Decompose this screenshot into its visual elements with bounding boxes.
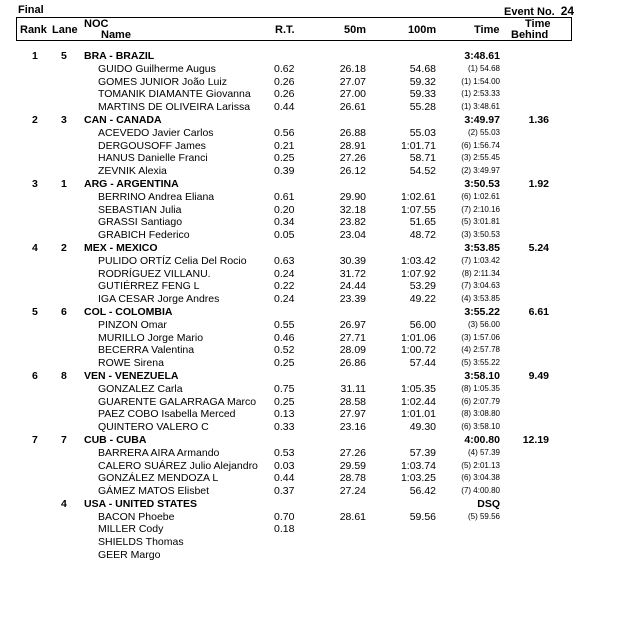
swimmer-row xyxy=(0,229,619,242)
swimmer-reaction-time: 0.53 xyxy=(274,446,295,459)
swimmer-name: BECERRA Valentina xyxy=(98,344,195,357)
swimmer-50m: 26.88 xyxy=(339,126,366,139)
swimmer-name: GRASSI Santiago xyxy=(98,216,183,229)
team-time: 3:48.61 xyxy=(464,50,500,62)
swimmer-row xyxy=(0,293,619,306)
swimmer-name: IGA CESAR Jorge Andres xyxy=(98,293,220,306)
col-50m: 50m xyxy=(344,24,367,36)
swimmer-cumulative-split: (7) 4:00.80 xyxy=(461,486,500,496)
swimmer-name: GONZÁLEZ MENDOZA L xyxy=(98,472,219,485)
team-time: DSQ xyxy=(477,497,500,510)
col-rank: Rank xyxy=(20,24,47,36)
swimmer-100m: 53.29 xyxy=(409,280,436,293)
swimmer-name: GUTIÉRREZ FENG L xyxy=(98,280,200,293)
team-time: 3:50.53 xyxy=(464,177,500,190)
swimmer-name: GUARENTE GALARRAGA Marco xyxy=(98,395,257,408)
swimmer-50m: 23.04 xyxy=(339,229,366,242)
swimmer-name: MARTINS DE OLIVEIRA Larissa xyxy=(98,101,251,114)
swimmer-name: ROWE Sirena xyxy=(98,357,164,370)
team-time-behind: 5.24 xyxy=(528,241,549,254)
swimmer-100m: 1:01.06 xyxy=(400,331,436,344)
swimmer-cumulative-split: (6) 1:02.61 xyxy=(461,191,500,201)
swimmer-cumulative-split: (6) 1:56.74 xyxy=(461,140,500,150)
swimmer-reaction-time: 0.62 xyxy=(274,62,295,75)
swimmer-100m: 1:01.01 xyxy=(400,408,436,421)
swimmer-reaction-time: 0.25 xyxy=(274,395,295,408)
swimmer-cumulative-split: (6) 3:04.38 xyxy=(461,473,500,483)
team-lane: 8 xyxy=(61,369,67,382)
swimmer-cumulative-split: (8) 1:05.35 xyxy=(461,383,500,393)
swimmer-reaction-time: 0.03 xyxy=(274,459,295,472)
team-row xyxy=(0,498,619,511)
swimmer-100m: 56.42 xyxy=(409,485,436,498)
swimmer-50m: 23.39 xyxy=(339,293,366,306)
swimmer-reaction-time: 0.39 xyxy=(274,165,295,178)
col-lane: Lane xyxy=(52,24,78,36)
swimmer-reaction-time: 0.55 xyxy=(274,318,295,331)
swimmer-reaction-time: 0.34 xyxy=(274,216,295,229)
swimmer-reaction-time: 0.56 xyxy=(274,126,295,139)
swimmer-reaction-time: 0.44 xyxy=(274,101,295,114)
swimmer-reaction-time: 0.20 xyxy=(274,203,295,216)
column-header xyxy=(16,17,572,41)
swimmer-50m: 28.09 xyxy=(339,344,366,357)
swimmer-reaction-time: 0.22 xyxy=(274,280,295,293)
swimmer-row xyxy=(0,421,619,434)
swimmer-reaction-time: 0.75 xyxy=(274,382,295,395)
swimmer-cumulative-split: (3) 3:50.53 xyxy=(461,230,500,240)
swimmer-reaction-time: 0.46 xyxy=(274,331,295,344)
team-rank: 1 xyxy=(32,50,38,62)
swimmer-50m: 27.71 xyxy=(339,331,366,344)
swimmer-cumulative-split: (6) 2:07.79 xyxy=(461,396,500,406)
swimmer-row xyxy=(0,523,619,536)
col-name: Name xyxy=(101,29,131,41)
swimmer-reaction-time: 0.18 xyxy=(274,523,295,536)
swimmer-name: PINZON Omar xyxy=(98,318,167,331)
swimmer-reaction-time: 0.24 xyxy=(274,293,295,306)
swimmer-row xyxy=(0,408,619,421)
team-rank: 5 xyxy=(32,305,38,318)
swimmer-reaction-time: 0.44 xyxy=(274,472,295,485)
team-row xyxy=(0,306,619,319)
swimmer-reaction-time: 0.26 xyxy=(274,88,295,101)
swimmer-50m: 27.07 xyxy=(339,75,366,88)
team-time: 3:53.85 xyxy=(464,241,500,254)
swimmer-name: PAEZ COBO Isabella Merced xyxy=(98,408,236,421)
event-label: Event No. xyxy=(504,6,555,18)
swimmer-row xyxy=(0,549,619,562)
col-time: Time xyxy=(474,24,500,36)
swimmer-reaction-time: 0.05 xyxy=(274,229,295,242)
swimmer-name: BERRINO Andrea Eliana xyxy=(98,190,215,203)
team-rank: 4 xyxy=(32,241,38,254)
team-lane: 2 xyxy=(61,241,67,254)
team-lane: 7 xyxy=(61,433,67,446)
swimmer-row xyxy=(0,63,619,76)
team-lane: 4 xyxy=(61,497,67,510)
swimmer-100m: 56.00 xyxy=(409,318,436,331)
team-noc: VEN - VENEZUELA xyxy=(84,369,179,382)
swimmer-reaction-time: 0.63 xyxy=(274,254,295,267)
swimmer-name: GEER Margo xyxy=(98,549,161,562)
swimmer-50m: 28.61 xyxy=(339,510,366,523)
swimmer-cumulative-split: (5) 3:01.81 xyxy=(461,217,500,227)
swimmer-name: MILLER Cody xyxy=(98,523,164,536)
swimmer-row xyxy=(0,536,619,549)
swimmer-row xyxy=(0,204,619,217)
team-noc: BRA - BRAZIL xyxy=(84,50,155,62)
team-noc: ARG - ARGENTINA xyxy=(84,177,179,190)
swimmer-reaction-time: 0.33 xyxy=(274,421,295,434)
swimmer-50m: 28.58 xyxy=(339,395,366,408)
swimmer-row xyxy=(0,383,619,396)
team-lane: 5 xyxy=(61,50,67,62)
team-row xyxy=(0,434,619,447)
swimmer-name: CALERO SUÁREZ Julio Alejandro xyxy=(98,459,258,472)
swimmer-100m: 51.65 xyxy=(409,216,436,229)
swimmer-100m: 1:03.42 xyxy=(400,254,436,267)
swimmer-name: GÁMEZ MATOS Elisbet xyxy=(98,485,210,498)
team-time-behind: 1.92 xyxy=(528,177,549,190)
swimmer-row xyxy=(0,191,619,204)
swimmer-cumulative-split: (1) 54.68 xyxy=(467,63,500,73)
swimmer-name: MURILLO Jorge Mario xyxy=(98,331,204,344)
swimmer-100m: 55.28 xyxy=(409,101,436,114)
team-time: 3:58.10 xyxy=(464,369,500,382)
swimmer-name: HANUS Danielle Franci xyxy=(98,152,208,165)
swimmer-cumulative-split: (3) 56.00 xyxy=(467,319,500,329)
team-noc: USA - UNITED STATES xyxy=(84,497,197,510)
swimmer-50m: 26.86 xyxy=(339,357,366,370)
swimmer-name: ACEVEDO Javier Carlos xyxy=(98,126,214,139)
swimmer-cumulative-split: (2) 3:49.97 xyxy=(461,166,500,176)
swimmer-row xyxy=(0,472,619,485)
stage-title: Final xyxy=(18,4,44,16)
team-row xyxy=(0,50,619,63)
swimmer-row xyxy=(0,88,619,101)
swimmer-row xyxy=(0,165,619,178)
swimmer-name: SEBASTIAN Julia xyxy=(98,203,182,216)
swimmer-cumulative-split: (4) 2:57.78 xyxy=(461,345,500,355)
swimmer-100m: 58.71 xyxy=(409,152,436,165)
swimmer-50m: 28.91 xyxy=(339,139,366,152)
team-time-behind: 12.19 xyxy=(522,433,549,446)
team-lane: 6 xyxy=(61,305,67,318)
team-rank: 3 xyxy=(32,177,38,190)
swimmer-cumulative-split: (5) 2:01.13 xyxy=(461,460,500,470)
swimmer-row xyxy=(0,396,619,409)
team-row xyxy=(0,370,619,383)
swimmer-50m: 29.90 xyxy=(339,190,366,203)
swimmer-50m: 27.26 xyxy=(339,152,366,165)
swimmer-100m: 57.44 xyxy=(409,357,436,370)
swimmer-name: GONZALEZ Carla xyxy=(98,382,183,395)
swimmer-cumulative-split: (7) 2:10.16 xyxy=(461,204,500,214)
swimmer-cumulative-split: (4) 57.39 xyxy=(467,447,500,457)
team-time-behind: 1.36 xyxy=(528,113,549,126)
swimmer-reaction-time: 0.25 xyxy=(274,152,295,165)
team-noc: COL - COLOMBIA xyxy=(84,305,173,318)
swimmer-cumulative-split: (1) 2:53.33 xyxy=(461,89,500,99)
swimmer-100m: 1:01.71 xyxy=(400,139,436,152)
swimmer-name: SHIELDS Thomas xyxy=(98,536,184,549)
swimmer-cumulative-split: (8) 3:08.80 xyxy=(461,409,500,419)
swimmer-100m: 55.03 xyxy=(409,126,436,139)
swimmer-cumulative-split: (5) 59.56 xyxy=(467,511,500,521)
swimmer-50m: 31.11 xyxy=(340,382,366,395)
swimmer-50m: 30.39 xyxy=(339,254,366,267)
swimmer-50m: 28.78 xyxy=(339,472,366,485)
team-row xyxy=(0,114,619,127)
team-rank: 6 xyxy=(32,369,38,382)
swimmer-name: GUIDO Guilherme Augus xyxy=(98,62,216,75)
swimmer-reaction-time: 0.13 xyxy=(274,408,295,421)
swimmer-100m: 54.68 xyxy=(409,62,436,75)
swimmer-100m: 1:02.61 xyxy=(400,190,436,203)
swimmer-reaction-time: 0.24 xyxy=(274,267,295,280)
swimmer-row xyxy=(0,344,619,357)
swimmer-cumulative-split: (1) 3:48.61 xyxy=(461,102,500,112)
col-time-behind-2: Behind xyxy=(511,29,549,41)
swimmer-name: BARRERA AIRA Armando xyxy=(98,446,220,459)
swimmer-50m: 24.44 xyxy=(339,280,366,293)
swimmer-row xyxy=(0,255,619,268)
swimmer-100m: 59.56 xyxy=(409,510,436,523)
swimmer-row xyxy=(0,460,619,473)
swimmer-50m: 29.59 xyxy=(339,459,366,472)
swimmer-row xyxy=(0,216,619,229)
swimmer-50m: 23.82 xyxy=(339,216,366,229)
swimmer-50m: 26.18 xyxy=(339,62,366,75)
swimmer-reaction-time: 0.61 xyxy=(274,190,295,203)
swimmer-cumulative-split: (7) 3:04.63 xyxy=(461,281,500,291)
swimmer-50m: 26.97 xyxy=(339,318,366,331)
col-noc: NOC xyxy=(84,18,109,30)
swimmer-50m: 26.12 xyxy=(339,165,366,178)
swimmer-row xyxy=(0,357,619,370)
swimmer-reaction-time: 0.70 xyxy=(274,510,295,523)
swimmer-reaction-time: 0.26 xyxy=(274,75,295,88)
swimmer-cumulative-split: (6) 3:58.10 xyxy=(461,422,500,432)
swimmer-100m: 49.30 xyxy=(409,421,436,434)
swimmer-50m: 26.61 xyxy=(339,101,366,114)
col-rt: R.T. xyxy=(275,24,295,36)
swimmer-100m: 1:05.35 xyxy=(400,382,436,395)
swimmer-row xyxy=(0,140,619,153)
swimmer-cumulative-split: (2) 55.03 xyxy=(467,127,500,137)
team-time-behind: 9.49 xyxy=(528,369,549,382)
swimmer-100m: 48.72 xyxy=(409,229,436,242)
swimmer-name: DERGOUSOFF James xyxy=(98,139,206,152)
swimmer-name: BACON Phoebe xyxy=(98,510,175,523)
swimmer-row xyxy=(0,319,619,332)
swimmer-100m: 57.39 xyxy=(409,446,436,459)
team-row xyxy=(0,178,619,191)
team-rank: 7 xyxy=(32,433,38,446)
swimmer-100m: 59.32 xyxy=(409,75,436,88)
swimmer-cumulative-split: (4) 3:53.85 xyxy=(461,294,500,304)
swimmer-name: QUINTERO VALERO C xyxy=(98,421,209,434)
event-number-value: 24 xyxy=(560,4,575,18)
swimmer-cumulative-split: (3) 2:55.45 xyxy=(461,153,500,163)
swimmer-name: PULIDO ORTÍZ Celia Del Rocio xyxy=(98,254,247,267)
team-noc: CAN - CANADA xyxy=(84,113,162,126)
swimmer-100m: 59.33 xyxy=(409,88,436,101)
team-lane: 3 xyxy=(61,113,67,126)
swimmer-row xyxy=(0,511,619,524)
swimmer-100m: 1:03.25 xyxy=(400,472,436,485)
swimmer-reaction-time: 0.21 xyxy=(274,139,295,152)
swimmer-50m: 31.72 xyxy=(339,267,366,280)
results-table xyxy=(0,50,619,562)
team-time: 3:49.97 xyxy=(464,113,500,126)
team-row xyxy=(0,242,619,255)
team-time: 4:00.80 xyxy=(464,433,500,446)
team-rank: 2 xyxy=(32,113,38,126)
swimmer-cumulative-split: (1) 1:54.00 xyxy=(461,76,500,86)
col-100m: 100m xyxy=(408,24,437,36)
swimmer-100m: 1:00.72 xyxy=(400,344,436,357)
swimmer-cumulative-split: (8) 2:11.34 xyxy=(461,268,500,278)
team-noc: CUB - CUBA xyxy=(84,433,147,446)
swimmer-name: GOMES JUNIOR João Luiz xyxy=(98,75,227,88)
swimmer-100m: 54.52 xyxy=(409,165,436,178)
swimmer-row xyxy=(0,280,619,293)
swimmer-name: RODRÍGUEZ VILLANU. xyxy=(98,267,211,280)
swimmer-cumulative-split: (3) 1:57.06 xyxy=(461,332,500,342)
swimmer-reaction-time: 0.25 xyxy=(274,357,295,370)
swimmer-row xyxy=(0,332,619,345)
team-noc: MEX - MEXICO xyxy=(84,241,158,254)
swimmer-reaction-time: 0.37 xyxy=(274,485,295,498)
swimmer-row xyxy=(0,152,619,165)
swimmer-50m: 27.97 xyxy=(339,408,366,421)
swimmer-row xyxy=(0,268,619,281)
swimmer-50m: 32.18 xyxy=(339,203,366,216)
swimmer-row xyxy=(0,485,619,498)
col-time-behind-1: Time xyxy=(525,18,551,30)
team-lane: 1 xyxy=(61,177,67,190)
swimmer-row xyxy=(0,447,619,460)
swimmer-name: GRABICH Federico xyxy=(98,229,190,242)
swimmer-50m: 23.16 xyxy=(339,421,366,434)
team-time: 3:55.22 xyxy=(464,305,500,318)
team-time-behind: 6.61 xyxy=(528,305,549,318)
swimmer-100m: 1:07.55 xyxy=(400,203,436,216)
swimmer-cumulative-split: (7) 1:03.42 xyxy=(461,255,500,265)
event-number xyxy=(504,4,574,18)
swimmer-50m: 27.00 xyxy=(339,88,366,101)
swimmer-50m: 27.24 xyxy=(339,485,366,498)
swimmer-name: TOMANIK DIAMANTE Giovanna xyxy=(98,88,251,101)
swimmer-100m: 1:02.44 xyxy=(400,395,436,408)
swimmer-row xyxy=(0,76,619,89)
swimmer-row xyxy=(0,101,619,114)
swimmer-name: ZEVNIK Alexia xyxy=(98,165,167,178)
swimmer-100m: 49.22 xyxy=(409,293,436,306)
swimmer-100m: 1:07.92 xyxy=(400,267,436,280)
swimmer-cumulative-split: (5) 3:55.22 xyxy=(461,358,500,368)
swimmer-50m: 27.26 xyxy=(339,446,366,459)
swimmer-reaction-time: 0.52 xyxy=(274,344,295,357)
swimmer-100m: 1:03.74 xyxy=(400,459,436,472)
swimmer-row xyxy=(0,127,619,140)
